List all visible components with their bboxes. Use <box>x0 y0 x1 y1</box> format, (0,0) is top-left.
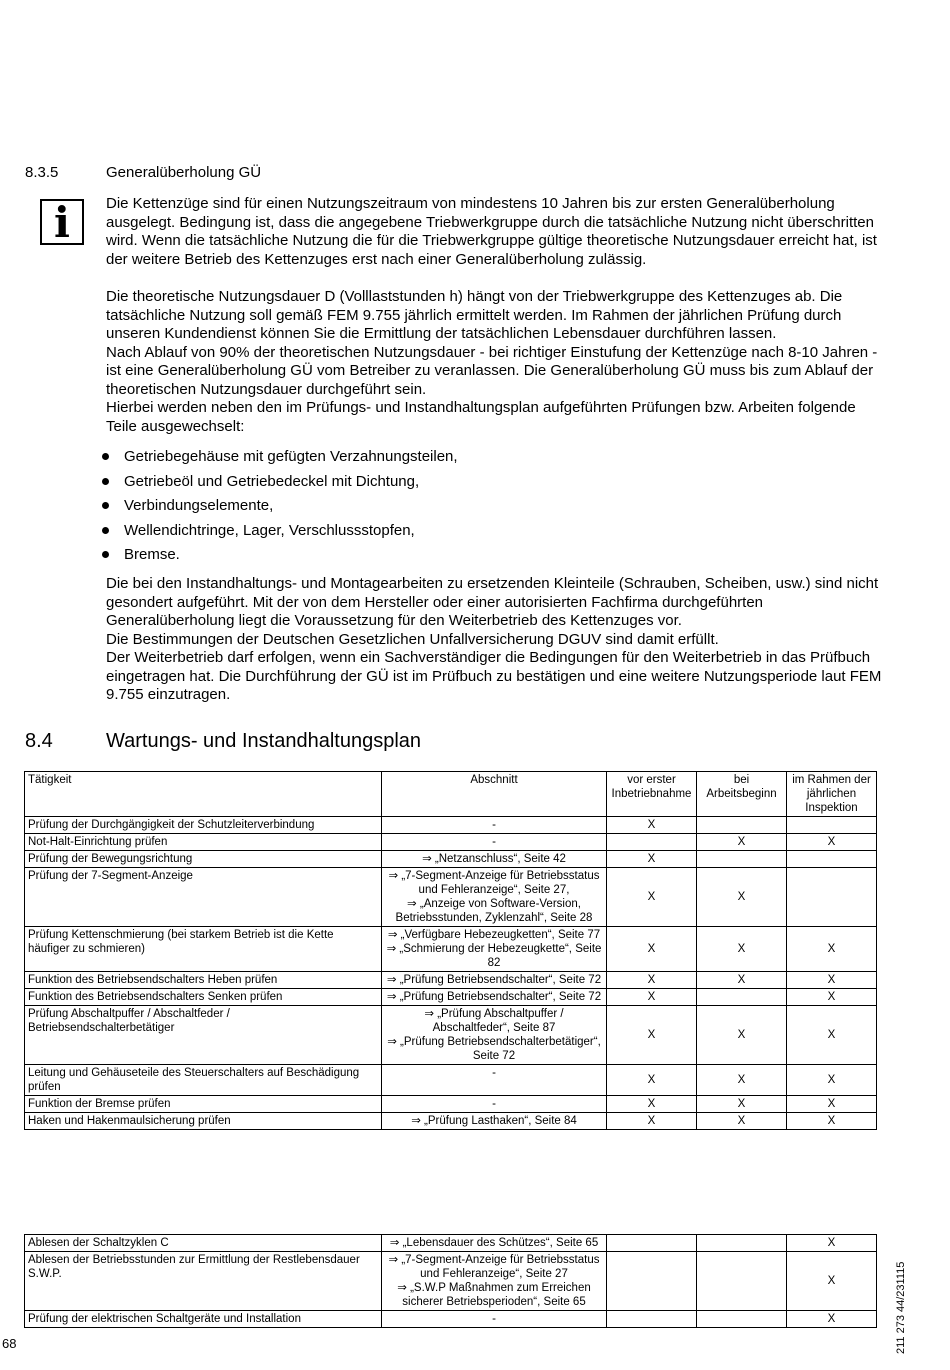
check-mark-cell: X <box>787 1096 877 1113</box>
check-mark-cell: X <box>607 1096 697 1113</box>
section-ref-cell <box>382 1235 607 1252</box>
check-mark-cell <box>697 851 787 868</box>
check-mark-cell: X <box>607 868 697 927</box>
check-mark-cell: X <box>697 927 787 972</box>
activity-cell: Prüfung der 7-Segment-Anzeige <box>25 868 382 927</box>
section-reference-link[interactable]: ⇒ „S.W.P Maßnahmen zum Erreichen sicherer Betriebsperioden“, Seite 65 <box>397 1282 591 1308</box>
section-title-835: Generalüberholung GÜ <box>106 164 262 181</box>
check-mark-cell: X <box>607 817 697 834</box>
check-mark-cell <box>607 834 697 851</box>
check-mark-cell: X <box>697 1113 787 1130</box>
section-ref-cell <box>382 972 607 989</box>
paragraph-2: Die theoretische Nutzungsdauer D (Volllaststunden h) hängt von der Triebwerkgruppe des Kettenzuges ab. Die tatsächliche Nutzung soll gemäß FEM 9.755 jährlich ermittelt werden. Im Rahmen der jährlichen Prüfung durch unseren Kundendienst können Sie die Ermittlung der tatsächlichen Lebensdauer durchführen lassen. <box>106 288 843 342</box>
check-mark-cell <box>697 817 787 834</box>
header-annual-inspection: im Rahmen der jährlichen Inspektion <box>787 772 877 817</box>
activity-cell: Funktion der Bremse prüfen <box>25 1096 382 1113</box>
activity-cell: Prüfung Abschaltpuffer / Abschaltfeder / Betriebsendschalterbetätiger <box>25 1006 382 1065</box>
check-mark-cell: X <box>697 1006 787 1065</box>
check-mark-cell: X <box>787 1252 877 1311</box>
list-item: Getriebeöl und Getriebedeckel mit Dichtung, <box>100 471 880 496</box>
section-ref-cell <box>382 1096 607 1113</box>
table-row <box>25 972 877 989</box>
check-mark-cell <box>787 817 877 834</box>
check-mark-cell <box>607 1252 697 1311</box>
table-row <box>25 1235 877 1252</box>
table-header-row <box>25 772 877 817</box>
no-reference: - <box>492 836 496 848</box>
table-row <box>25 1006 877 1065</box>
check-mark-cell: X <box>697 1096 787 1113</box>
section-ref-cell <box>382 868 607 927</box>
check-mark-cell: X <box>787 927 877 972</box>
check-mark-cell <box>787 851 877 868</box>
table-row <box>25 1065 877 1096</box>
section-reference-link[interactable]: ⇒ „Verfügbare Hebezeugketten“, Seite 77 <box>387 929 601 941</box>
list-item: Verbindungselemente, <box>100 495 880 520</box>
table-row <box>25 868 877 927</box>
activity-cell: Haken und Hakenmaulsicherung prüfen <box>25 1113 382 1130</box>
check-mark-cell: X <box>697 1065 787 1096</box>
paragraph-3: Nach Ablauf von 90% der theoretischen Nutzungsdauer - bei richtiger Einstufung der Kettenzüge nach 8-10 Jahren - ist eine Generalüberholung GÜ vom Betreiber zu veranlassen. Die Generalüberholung GÜ muss bis zum Ablauf der theoretischen Nutzungsdauer durchgeführt sein. <box>106 343 878 398</box>
list-item: Bremse. <box>100 544 880 569</box>
section-ref-cell <box>382 1065 607 1096</box>
check-mark-cell <box>607 1311 697 1328</box>
section-ref-cell <box>382 1252 607 1311</box>
maintenance-table <box>24 771 877 1130</box>
check-mark-cell <box>697 989 787 1006</box>
activity-cell: Prüfung der Bewegungsrichtung <box>25 851 382 868</box>
header-activity: Tätigkeit <box>25 772 382 817</box>
section-reference-link[interactable]: ⇒ „Anzeige von Software-Version, Betriebsstunden, Zyklenzahl“, Seite 28 <box>395 898 593 924</box>
section-ref-cell <box>382 817 607 834</box>
check-mark-cell: X <box>607 989 697 1006</box>
check-mark-cell: X <box>697 868 787 927</box>
no-reference: - <box>492 1313 496 1325</box>
check-mark-cell: X <box>607 851 697 868</box>
section-reference-link[interactable]: ⇒ „Lebensdauer des Schützes“, Seite 65 <box>389 1237 599 1249</box>
header-section: Abschnitt <box>382 772 607 817</box>
section-number-835: 8.3.5 <box>25 164 59 181</box>
document-code: 211 273 44/231115 <box>895 1261 907 1354</box>
activity-cell: Prüfung der elektrischen Schaltgeräte und Installation <box>25 1311 382 1328</box>
bullet-list <box>100 446 880 569</box>
no-reference: - <box>492 1098 496 1110</box>
check-mark-cell: X <box>607 1006 697 1065</box>
check-mark-cell <box>697 1311 787 1328</box>
section-reference-link[interactable]: ⇒ „7-Segment-Anzeige für Betriebsstatus und Fehleranzeige“, Seite 27 <box>388 1254 600 1280</box>
table-row <box>25 1311 877 1328</box>
check-mark-cell: X <box>607 1065 697 1096</box>
activity-cell: Prüfung Kettenschmierung (bei starkem Betrieb ist die Kette häufiger zu schmieren) <box>25 927 382 972</box>
info-icon: i <box>40 199 84 245</box>
list-item: Wellendichtringe, Lager, Verschlussstopfen, <box>100 520 880 545</box>
bullet-icon <box>102 478 109 485</box>
paragraph-5: Die bei den Instandhaltungs- und Montagearbeiten zu ersetzenden Kleinteile (Schrauben, Scheiben, usw.) sind nicht gesondert aufgeführt. Mit der von dem Hersteller oder einer autorisierten Fachfirma durchgeführten Generalüberholung liegt die Voraussetzung für den Weiterbetrieb des Kettenzuges vor. <box>106 575 879 629</box>
section-ref-cell <box>382 834 607 851</box>
activity-cell: Funktion des Betriebsendschalters Heben prüfen <box>25 972 382 989</box>
paragraph-4: Hierbei werden neben den im Prüfungs- und Instandhaltungsplan aufgeführten Prüfungen bzw. Arbeiten folgende Teile ausgewechselt: <box>106 399 856 435</box>
section-reference-link[interactable]: ⇒ „Prüfung Betriebsendschalter“, Seite 72 <box>386 991 602 1003</box>
check-mark-cell: X <box>787 1311 877 1328</box>
check-mark-cell: X <box>787 1235 877 1252</box>
section-ref-cell <box>382 989 607 1006</box>
check-mark-cell: X <box>787 834 877 851</box>
paragraph-block-3 <box>106 575 886 705</box>
table-row <box>25 851 877 868</box>
paragraph-block-2 <box>106 288 886 436</box>
check-mark-cell: X <box>787 989 877 1006</box>
paragraph-7: Der Weiterbetrieb darf erfolgen, wenn ein Sachverständiger die Bedingungen für den Weiterbetrieb in das Prüfbuch eingetragen hat. Die Durchführung der GÜ ist im Prüfbuch zu bestätigen und eine weitere Nutzungsperiode laut FEM 9.755 einzutragen. <box>106 649 882 703</box>
table-row <box>25 817 877 834</box>
check-mark-cell <box>607 1235 697 1252</box>
section-reference-link[interactable]: ⇒ „Prüfung Betriebsendschalterbetätiger“, Seite 72 <box>387 1036 601 1062</box>
table-row <box>25 1252 877 1311</box>
section-ref-cell <box>382 851 607 868</box>
paragraph-block-1 <box>106 195 886 269</box>
section-reference-link[interactable]: ⇒ „Prüfung Abschaltpuffer / Abschaltfeder“, Seite 87 <box>424 1008 564 1034</box>
bullet-icon <box>102 502 109 509</box>
section-reference-link[interactable]: ⇒ „Schmierung der Hebezeugkette“, Seite 82 <box>386 943 602 969</box>
activity-cell: Ablesen der Schaltzyklen C <box>25 1235 382 1252</box>
header-before-first-operation: vor erster Inbetriebnahme <box>607 772 697 817</box>
check-mark-cell: X <box>787 972 877 989</box>
check-mark-cell <box>787 868 877 927</box>
section-number-84: 8.4 <box>25 730 53 752</box>
table-row <box>25 834 877 851</box>
bullet-icon <box>102 453 109 460</box>
section-reference-link[interactable]: ⇒ „Prüfung Betriebsendschalter“, Seite 72 <box>386 974 602 986</box>
activity-cell: Prüfung der Durchgängigkeit der Schutzleiterverbindung <box>25 817 382 834</box>
check-mark-cell: X <box>697 834 787 851</box>
section-reference-link[interactable]: ⇒ „Netzanschluss“, Seite 42 <box>422 853 566 865</box>
no-reference: - <box>492 819 496 831</box>
check-mark-cell <box>697 1235 787 1252</box>
header-work-start: bei Arbeitsbeginn <box>697 772 787 817</box>
maintenance-table-2 <box>24 1234 877 1328</box>
check-mark-cell: X <box>607 927 697 972</box>
section-ref-cell <box>382 1006 607 1065</box>
page-number: 68 <box>2 1336 17 1351</box>
bullet-icon <box>102 551 109 558</box>
section-ref-cell <box>382 927 607 972</box>
section-reference-link[interactable]: ⇒ „Prüfung Lasthaken“, Seite 84 <box>411 1115 577 1127</box>
bullet-icon <box>102 527 109 534</box>
activity-cell: Leitung und Gehäuseteile des Steuerschalters auf Beschädigung prüfen <box>25 1065 382 1096</box>
activity-cell: Ablesen der Betriebsstunden zur Ermittlung der Restlebensdauer S.W.P. <box>25 1252 382 1311</box>
section-title-84: Wartungs- und Instandhaltungsplan <box>106 730 422 752</box>
table-row <box>25 927 877 972</box>
check-mark-cell: X <box>697 972 787 989</box>
check-mark-cell: X <box>607 1113 697 1130</box>
check-mark-cell: X <box>787 1065 877 1096</box>
section-ref-cell <box>382 1311 607 1328</box>
table-row <box>25 1096 877 1113</box>
table-row <box>25 1113 877 1130</box>
paragraph-6: Die Bestimmungen der Deutschen Gesetzlichen Unfallversicherung DGUV sind damit erfüllt. <box>106 630 719 648</box>
section-reference-link[interactable]: ⇒ „7-Segment-Anzeige für Betriebsstatus und Fehleranzeige“, Seite 27, <box>388 870 600 896</box>
activity-cell: Not-Halt-Einrichtung prüfen <box>25 834 382 851</box>
list-item: Getriebegehäuse mit gefügten Verzahnungsteilen, <box>100 446 880 471</box>
table-row <box>25 989 877 1006</box>
check-mark-cell: X <box>787 1113 877 1130</box>
paragraph-1: Die Kettenzüge sind für einen Nutzungszeitraum von mindestens 10 Jahren bis zur ersten Generalüberholung ausgelegt. Bedingung ist, dass die angegebene Triebwerkgruppe durch die tatsächliche Nutzung nicht überschritten wird. Wenn die tatsächliche Nutzung die für die Triebwerkgruppe gültige theoretische Nutzungsdauer erreicht hat, ist der weitere Betrieb des Kettenzuges erst nach einer Generalüberholung zulässig. <box>106 195 877 268</box>
check-mark-cell: X <box>607 972 697 989</box>
check-mark-cell <box>697 1252 787 1311</box>
section-ref-cell <box>382 1113 607 1130</box>
check-mark-cell: X <box>787 1006 877 1065</box>
activity-cell: Funktion des Betriebsendschalters Senken prüfen <box>25 989 382 1006</box>
no-reference: - <box>492 1067 496 1079</box>
